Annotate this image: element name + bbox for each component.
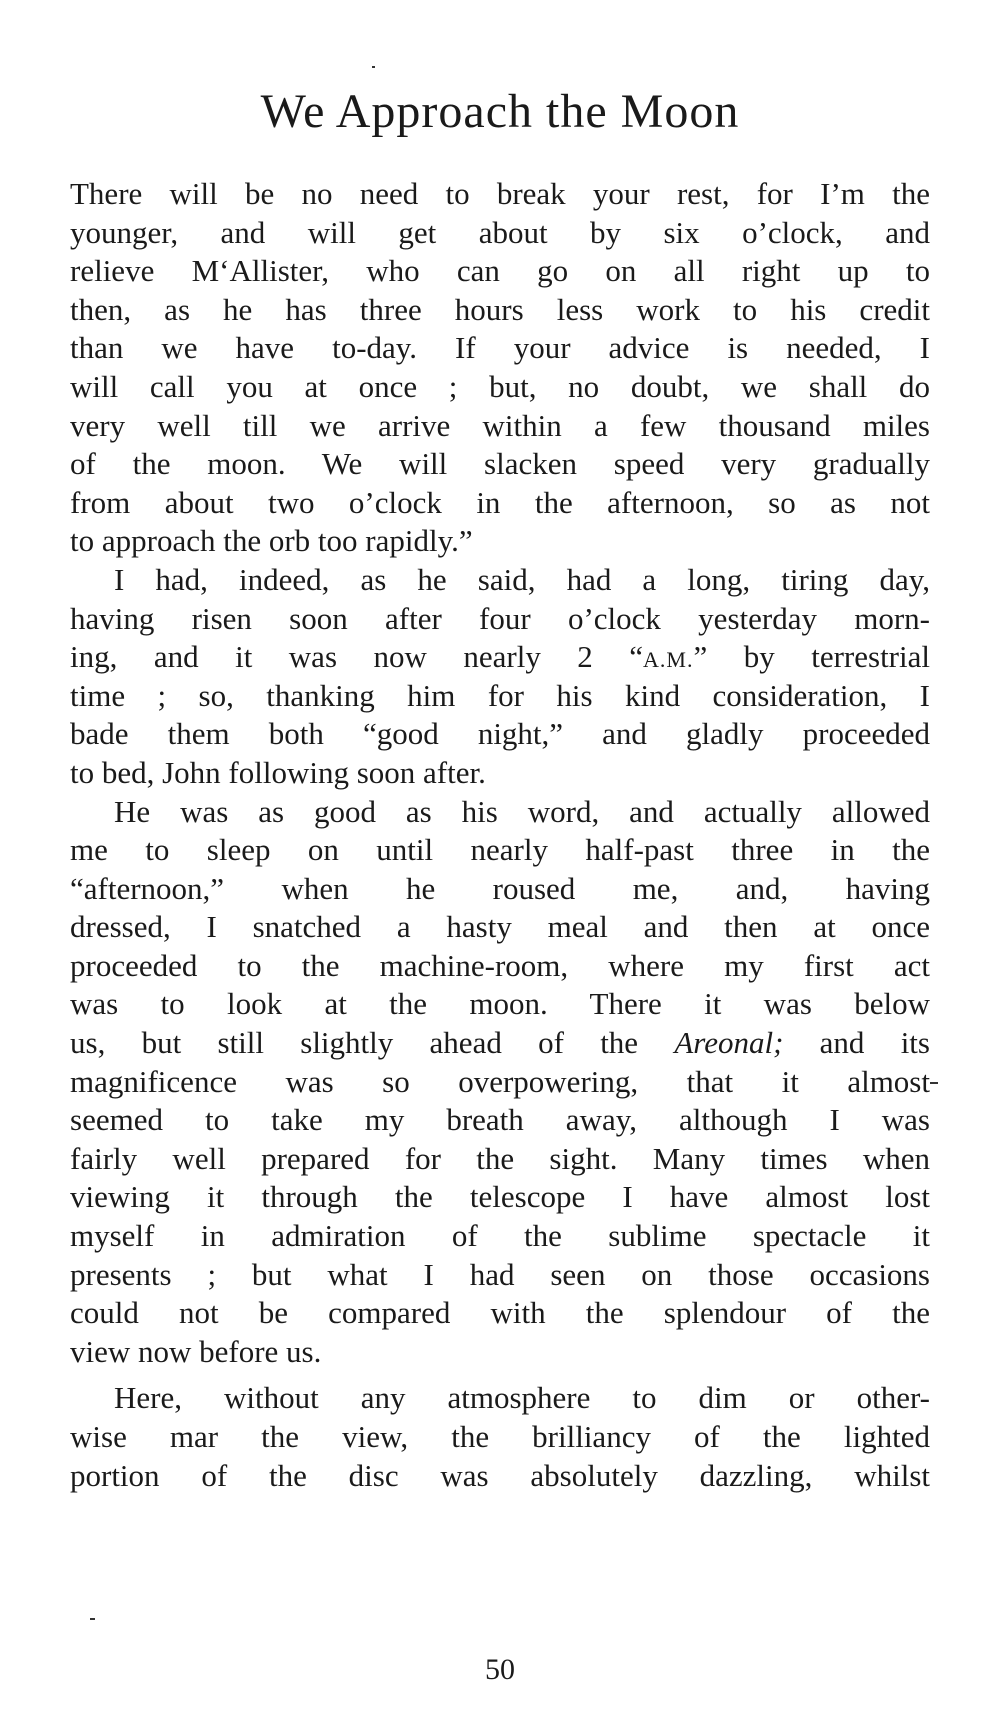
text-line: wise mar the view, the brilliancy of the lighted [70, 1419, 930, 1454]
text-line: time ; so, thanking him for his kind consideration, I [70, 677, 930, 713]
text-line: than we have to-day. If your advice is needed, I [70, 330, 930, 366]
running-head: We Approach the Moon [260, 85, 740, 138]
print-speck [930, 1082, 938, 1084]
text-line: to approach the orb too rapidly.” [70, 523, 473, 559]
text-line: then, as he has three hours less work to his credit [70, 291, 930, 327]
text-line: view now before us. [70, 1333, 322, 1369]
text-line: very well till we arrive within a few thousand miles [70, 407, 930, 443]
text-line: myself in admiration of the sublime spectacle it [70, 1218, 930, 1254]
text-line: relieve M‘Allister, who can go on all right up to [70, 253, 930, 289]
text-line: magnificence was so overpowering, that it almost [70, 1063, 930, 1099]
text-line: to bed, John following soon after. [70, 754, 486, 790]
print-speck [372, 66, 375, 68]
text-line: portion of the disc was absolutely dazzling, whilst [70, 1457, 930, 1493]
text-line: viewing it through the telescope I have almost lost [70, 1179, 930, 1215]
text-run: us, but still slightly ahead of the [70, 1025, 675, 1061]
ship-name-italic: Areonal; [674, 1025, 784, 1061]
print-speck [90, 1618, 95, 1620]
text-line: Here, without any atmosphere to dim or other- [114, 1380, 930, 1416]
text-line: having risen soon after four o’clock yesterday morn- [70, 600, 930, 636]
text-line: was to look at the moon. There it was below [70, 986, 930, 1022]
text-line: proceeded to the machine-room, where my first act [70, 947, 930, 983]
text-line: seemed to take my breath away, although I was [70, 1102, 930, 1138]
text-line: younger, and will get about by six o’clock, and [70, 214, 930, 250]
small-caps-run: A.M. [643, 647, 694, 673]
text-line: “afternoon,” when he roused me, and, having [70, 870, 930, 906]
text-line: me to sleep on until nearly half-past three in the [70, 832, 930, 868]
body-text [70, 175, 930, 1495]
text-line: from about two o’clock in the afternoon, so as not [70, 484, 930, 520]
text-line: fairly well prepared for the sight. Many times when [70, 1140, 930, 1176]
text-line: presents ; but what I had seen on those occasions [70, 1256, 930, 1292]
text-run: ” by terrestrial [693, 639, 930, 675]
text-line: will call you at once ; but, no doubt, we shall do [70, 368, 930, 404]
page-number: 50 [485, 1653, 515, 1686]
text-line: There will be no need to break your rest, for I’m the [70, 176, 930, 211]
text-line: could not be compared with the splendour of the [70, 1295, 930, 1331]
text-line: bade them both “good night,” and gladly proceeded [70, 716, 930, 752]
text-line: dressed, I snatched a hasty meal and then at once [70, 909, 930, 945]
text-line: He was as good as his word, and actually allowed [114, 793, 930, 829]
text-run: ing, and it was now nearly 2 “ [70, 639, 644, 675]
text-line: I had, indeed, as he said, had a long, tiring day, [114, 561, 930, 597]
text-run: and its [783, 1025, 930, 1061]
text-line: of the moon. We will slacken speed very gradually [70, 446, 930, 482]
text-line-mixed [70, 1024, 930, 1063]
text-line-mixed [70, 638, 930, 677]
